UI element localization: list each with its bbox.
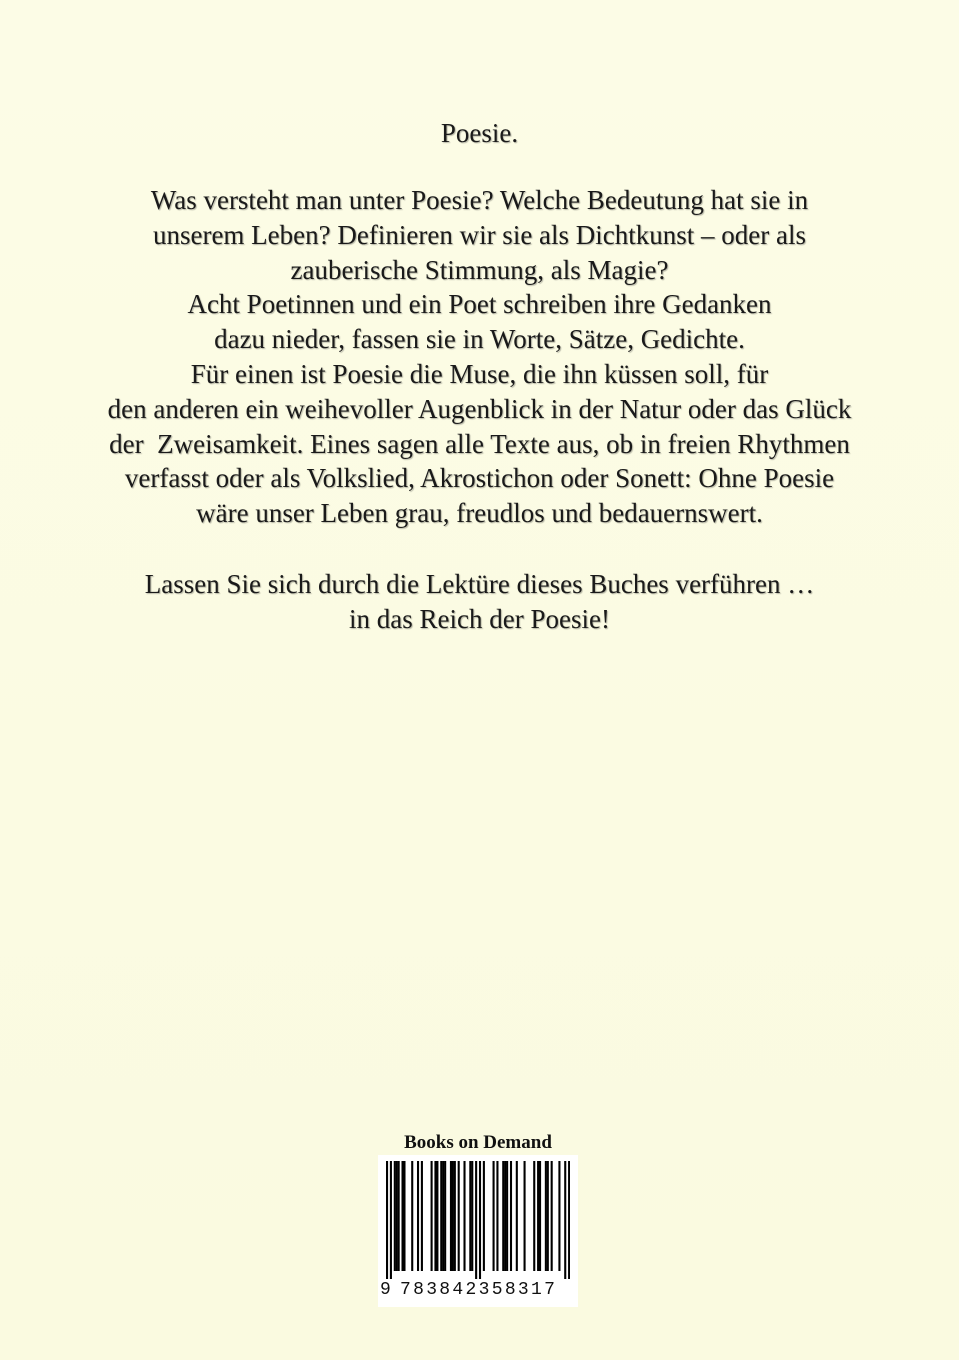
barcode-bar [479, 1161, 481, 1279]
barcode-bar [394, 1161, 396, 1271]
barcode-bar [431, 1161, 433, 1271]
barcode-bar [558, 1161, 560, 1271]
barcode-bar [533, 1161, 535, 1271]
barcode-bar [403, 1161, 405, 1271]
blurb-line: verfasst oder als Volkslied, Akrostichon oder Sonett: Ohne Poesie [124, 463, 835, 494]
barcode-bar [440, 1161, 442, 1271]
barcode-bar [493, 1161, 495, 1271]
cover-title: Poesie. [440, 118, 519, 148]
barcode-bar [537, 1161, 539, 1271]
barcode-bar [458, 1161, 460, 1271]
barcode-bar [434, 1161, 436, 1271]
barcode-bar [564, 1161, 566, 1279]
blurb-line: den anderen ein weihevoller Augenblick in der Natur oder das Glück [107, 393, 852, 424]
barcode-icon [386, 1161, 570, 1279]
barcode-bar [475, 1161, 477, 1279]
barcode-bar [450, 1161, 452, 1271]
barcode-bar [568, 1161, 570, 1279]
barcode-bar [524, 1161, 526, 1271]
isbn-barcode [378, 1155, 578, 1307]
barcode-bar [551, 1161, 553, 1271]
blurb-line: Acht Poetinnen und ein Poet schreiben ihre Gedanken [187, 289, 772, 320]
barcode-bar [436, 1161, 438, 1271]
barcode-bar [411, 1161, 413, 1271]
barcode-bar [483, 1161, 485, 1271]
barcode-bar [396, 1161, 398, 1271]
closing-line: in das Reich der Poesie! [349, 603, 610, 634]
blurb-text [40, 183, 919, 531]
closing-text [40, 567, 919, 637]
barcode-bar [502, 1161, 504, 1271]
barcode-bar [510, 1161, 512, 1271]
isbn-digits: 783842358317 [400, 1280, 558, 1300]
blurb-line: der Zweisamkeit. Eines sagen alle Texte aus, ob in freien Rhythmen [109, 428, 850, 459]
barcode-bar [442, 1161, 444, 1271]
barcode-bar [386, 1161, 388, 1279]
barcode-bar [516, 1161, 518, 1271]
barcode-bar [452, 1161, 454, 1271]
isbn-first-digit: 9 [380, 1280, 391, 1300]
blurb-line: unserem Leben? Definieren wir sie als Dichtkunst – oder als [152, 219, 807, 250]
barcode-bar [469, 1161, 471, 1271]
blurb-line: zauberische Stimmung, als Magie? [290, 254, 669, 285]
publisher-name: Books on Demand [404, 1132, 552, 1153]
blurb-line: dazu nieder, fassen sie in Worte, Sätze, Gedichte. [214, 324, 745, 355]
blurb-line: wäre unser Leben grau, freudlos und bedauernswert. [196, 498, 763, 529]
barcode-bar [471, 1161, 473, 1271]
barcode-bar [421, 1161, 423, 1271]
barcode-bar [401, 1161, 403, 1271]
barcode-bar [454, 1161, 456, 1271]
barcode-bar [547, 1161, 549, 1271]
barcode-bar [539, 1161, 541, 1271]
barcode-bar [398, 1161, 400, 1271]
barcode-bar [463, 1161, 465, 1271]
closing-line: Lassen Sie sich durch die Lektüre dieses Buches verführen … [144, 569, 815, 599]
barcode-bar [504, 1161, 506, 1271]
barcode-bar [496, 1161, 498, 1271]
barcode-bar [444, 1161, 446, 1271]
isbn-number [378, 1277, 578, 1303]
blurb-line: Was versteht man unter Poesie? Welche Bedeutung hat sie in [150, 185, 809, 215]
barcode-bar [506, 1161, 508, 1271]
blurb-line: Für einen ist Poesie die Muse, die ihn küssen soll, für [190, 358, 769, 389]
barcode-bar [390, 1161, 392, 1279]
barcode-bar [545, 1161, 547, 1271]
barcode-bar [417, 1161, 419, 1271]
